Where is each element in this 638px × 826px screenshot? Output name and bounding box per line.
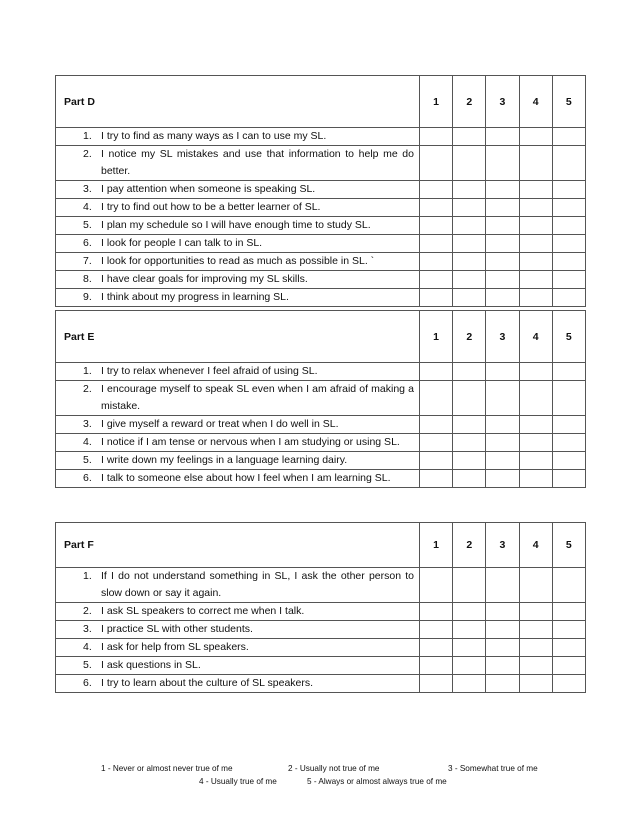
question-row bbox=[56, 568, 586, 603]
rating-cell[interactable] bbox=[552, 289, 585, 307]
rating-cell[interactable] bbox=[420, 452, 453, 470]
rating-cell[interactable] bbox=[453, 603, 486, 621]
rating-cell[interactable] bbox=[519, 434, 552, 452]
rating-cell[interactable] bbox=[552, 363, 585, 381]
scale-header-2: 2 bbox=[453, 76, 486, 128]
rating-cell[interactable] bbox=[486, 416, 519, 434]
rating-cell[interactable] bbox=[519, 289, 552, 307]
rating-cell[interactable] bbox=[420, 199, 453, 217]
rating-cell[interactable] bbox=[420, 381, 453, 416]
question-text: 1. I try to find as many ways as I can to use my SL. bbox=[83, 130, 327, 142]
rating-cell[interactable] bbox=[420, 639, 453, 657]
rating-cell[interactable] bbox=[486, 568, 519, 603]
scale-header-2: 2 bbox=[453, 523, 486, 568]
question-row bbox=[56, 289, 586, 307]
rating-cell[interactable] bbox=[453, 271, 486, 289]
question-text: 2. I notice my SL mistakes and use that information to help me do better. bbox=[83, 148, 414, 177]
rating-cell[interactable] bbox=[552, 621, 585, 639]
rating-cell[interactable] bbox=[552, 235, 585, 253]
rating-cell[interactable] bbox=[420, 235, 453, 253]
rating-cell[interactable] bbox=[420, 181, 453, 199]
rating-cell[interactable] bbox=[420, 289, 453, 307]
rating-cell[interactable] bbox=[453, 181, 486, 199]
rating-cell[interactable] bbox=[552, 199, 585, 217]
part-e-title: Part E bbox=[56, 311, 420, 363]
rating-cell[interactable] bbox=[519, 128, 552, 146]
question-text: 5. I ask questions in SL. bbox=[83, 659, 201, 671]
rating-cell[interactable] bbox=[552, 253, 585, 271]
rating-cell[interactable] bbox=[453, 253, 486, 271]
rating-cell[interactable] bbox=[552, 603, 585, 621]
rating-cell[interactable] bbox=[519, 271, 552, 289]
scale-header-5: 5 bbox=[552, 76, 585, 128]
part-f-table bbox=[55, 522, 586, 693]
rating-cell[interactable] bbox=[453, 416, 486, 434]
rating-cell[interactable] bbox=[420, 568, 453, 603]
rating-cell[interactable] bbox=[486, 675, 519, 693]
rating-cell[interactable] bbox=[486, 289, 519, 307]
question-row bbox=[56, 621, 586, 639]
rating-cell[interactable] bbox=[552, 181, 585, 199]
scale-header-1: 1 bbox=[420, 311, 453, 363]
rating-cell[interactable] bbox=[519, 146, 552, 181]
question-text: 6. I look for people I can talk to in SL. bbox=[83, 237, 263, 249]
rating-cell[interactable] bbox=[552, 639, 585, 657]
part-e-table bbox=[55, 310, 586, 488]
question-text: 9. I think about my progress in learning SL. bbox=[83, 291, 289, 303]
question-row bbox=[56, 363, 586, 381]
rating-cell[interactable] bbox=[519, 568, 552, 603]
question-text: 4. I notice if I am tense or nervous when I am studying or using SL. bbox=[83, 436, 400, 448]
rating-cell[interactable] bbox=[519, 381, 552, 416]
rating-cell[interactable] bbox=[552, 271, 585, 289]
rating-cell[interactable] bbox=[486, 253, 519, 271]
scale-header-4: 4 bbox=[519, 523, 552, 568]
scale-header-1: 1 bbox=[420, 76, 453, 128]
question-row bbox=[56, 434, 586, 452]
rating-cell[interactable] bbox=[420, 217, 453, 235]
question-row bbox=[56, 199, 586, 217]
rating-cell[interactable] bbox=[420, 363, 453, 381]
question-row bbox=[56, 381, 586, 416]
question-text: 6. I talk to someone else about how I feel when I am learning SL. bbox=[83, 472, 391, 484]
legend-2: 2 - Usually not true of me bbox=[288, 764, 380, 773]
rating-cell[interactable] bbox=[552, 434, 585, 452]
question-row bbox=[56, 452, 586, 470]
rating-cell[interactable] bbox=[453, 639, 486, 657]
part-d-table bbox=[55, 75, 586, 307]
question-row bbox=[56, 416, 586, 434]
question-text: 5. I write down my feelings in a language learning dairy. bbox=[83, 454, 348, 466]
rating-cell[interactable] bbox=[453, 568, 486, 603]
rating-cell[interactable] bbox=[552, 416, 585, 434]
question-row bbox=[56, 675, 586, 693]
rating-cell[interactable] bbox=[486, 381, 519, 416]
rating-cell[interactable] bbox=[453, 452, 486, 470]
rating-cell[interactable] bbox=[519, 253, 552, 271]
rating-cell[interactable] bbox=[453, 434, 486, 452]
rating-cell[interactable] bbox=[519, 470, 552, 488]
question-text: 2. I ask SL speakers to correct me when I talk. bbox=[83, 605, 305, 617]
rating-cell[interactable] bbox=[453, 128, 486, 146]
rating-cell[interactable] bbox=[486, 363, 519, 381]
scale-header-4: 4 bbox=[519, 76, 552, 128]
question-text: 7. I look for opportunities to read as much as possible in SL. ` bbox=[83, 255, 375, 267]
scale-header-3: 3 bbox=[486, 76, 519, 128]
legend-4: 4 - Usually true of me bbox=[199, 777, 277, 786]
rating-cell[interactable] bbox=[552, 381, 585, 416]
question-row bbox=[56, 639, 586, 657]
rating-cell[interactable] bbox=[486, 452, 519, 470]
rating-cell[interactable] bbox=[420, 271, 453, 289]
scale-header-5: 5 bbox=[552, 523, 585, 568]
rating-cell[interactable] bbox=[486, 434, 519, 452]
rating-cell[interactable] bbox=[552, 217, 585, 235]
question-text: 8. I have clear goals for improving my SL skills. bbox=[83, 273, 308, 285]
legend-5: 5 - Always or almost always true of me bbox=[307, 777, 447, 786]
question-text: 6. I try to learn about the culture of SL speakers. bbox=[83, 677, 314, 689]
rating-cell[interactable] bbox=[486, 181, 519, 199]
rating-cell[interactable] bbox=[486, 146, 519, 181]
rating-cell[interactable] bbox=[519, 657, 552, 675]
rating-cell[interactable] bbox=[420, 434, 453, 452]
rating-cell[interactable] bbox=[420, 416, 453, 434]
rating-cell[interactable] bbox=[552, 128, 585, 146]
rating-cell[interactable] bbox=[486, 603, 519, 621]
scale-header-1: 1 bbox=[420, 523, 453, 568]
rating-cell[interactable] bbox=[552, 452, 585, 470]
rating-cell[interactable] bbox=[519, 363, 552, 381]
rating-cell[interactable] bbox=[519, 235, 552, 253]
rating-cell[interactable] bbox=[552, 146, 585, 181]
rating-cell[interactable] bbox=[420, 657, 453, 675]
question-row bbox=[56, 657, 586, 675]
rating-cell[interactable] bbox=[486, 235, 519, 253]
question-row bbox=[56, 217, 586, 235]
rating-cell[interactable] bbox=[552, 657, 585, 675]
rating-cell[interactable] bbox=[420, 253, 453, 271]
question-text: 2. I encourage myself to speak SL even when I am afraid of making a mistake. bbox=[83, 383, 414, 412]
question-text: 4. I try to find out how to be a better learner of SL. bbox=[83, 201, 321, 213]
scale-header-2: 2 bbox=[453, 311, 486, 363]
rating-cell[interactable] bbox=[420, 128, 453, 146]
question-text: 3. I pay attention when someone is speaking SL. bbox=[83, 183, 316, 195]
rating-cell[interactable] bbox=[552, 675, 585, 693]
rating-cell[interactable] bbox=[453, 146, 486, 181]
rating-cell[interactable] bbox=[453, 657, 486, 675]
question-row bbox=[56, 271, 586, 289]
question-text: 5. I plan my schedule so I will have enough time to study SL. bbox=[83, 219, 371, 231]
question-text: 4. I ask for help from SL speakers. bbox=[83, 641, 249, 653]
rating-cell[interactable] bbox=[453, 289, 486, 307]
rating-cell[interactable] bbox=[486, 639, 519, 657]
question-row bbox=[56, 253, 586, 271]
rating-cell[interactable] bbox=[519, 675, 552, 693]
rating-cell[interactable] bbox=[453, 470, 486, 488]
rating-cell[interactable] bbox=[453, 381, 486, 416]
rating-cell[interactable] bbox=[519, 452, 552, 470]
rating-cell[interactable] bbox=[486, 657, 519, 675]
question-text: 1. If I do not understand something in SL, I ask the other person to slow down or say it again. bbox=[83, 570, 414, 599]
rating-cell[interactable] bbox=[420, 603, 453, 621]
rating-cell[interactable] bbox=[420, 675, 453, 693]
legend-1: 1 - Never or almost never true of me bbox=[101, 764, 233, 773]
rating-cell[interactable] bbox=[453, 199, 486, 217]
rating-cell[interactable] bbox=[486, 621, 519, 639]
rating-cell[interactable] bbox=[486, 199, 519, 217]
rating-cell[interactable] bbox=[420, 470, 453, 488]
legend-3: 3 - Somewhat true of me bbox=[448, 764, 538, 773]
scale-header-5: 5 bbox=[552, 311, 585, 363]
rating-cell[interactable] bbox=[519, 217, 552, 235]
rating-cell[interactable] bbox=[453, 363, 486, 381]
rating-cell[interactable] bbox=[453, 621, 486, 639]
rating-cell[interactable] bbox=[519, 199, 552, 217]
rating-cell[interactable] bbox=[552, 568, 585, 603]
rating-cell[interactable] bbox=[486, 128, 519, 146]
question-row bbox=[56, 181, 586, 199]
rating-cell[interactable] bbox=[453, 675, 486, 693]
part-d-title: Part D bbox=[56, 76, 420, 128]
rating-cell[interactable] bbox=[453, 217, 486, 235]
question-text: 3. I practice SL with other students. bbox=[83, 623, 253, 635]
rating-cell[interactable] bbox=[486, 271, 519, 289]
scale-header-3: 3 bbox=[486, 311, 519, 363]
rating-cell[interactable] bbox=[519, 603, 552, 621]
question-row bbox=[56, 470, 586, 488]
rating-cell[interactable] bbox=[519, 181, 552, 199]
rating-cell[interactable] bbox=[420, 146, 453, 181]
part-f-title: Part F bbox=[56, 523, 420, 568]
scale-header-4: 4 bbox=[519, 311, 552, 363]
question-row bbox=[56, 128, 586, 146]
rating-cell[interactable] bbox=[519, 639, 552, 657]
question-row bbox=[56, 146, 586, 181]
question-text: 3. I give myself a reward or treat when I do well in SL. bbox=[83, 418, 339, 430]
rating-cell[interactable] bbox=[453, 235, 486, 253]
rating-cell[interactable] bbox=[486, 470, 519, 488]
rating-cell[interactable] bbox=[420, 621, 453, 639]
question-row bbox=[56, 235, 586, 253]
rating-cell[interactable] bbox=[486, 217, 519, 235]
rating-cell[interactable] bbox=[552, 470, 585, 488]
question-row bbox=[56, 603, 586, 621]
question-text: 1. I try to relax whenever I feel afraid of using SL. bbox=[83, 365, 318, 377]
rating-cell[interactable] bbox=[519, 416, 552, 434]
rating-cell[interactable] bbox=[519, 621, 552, 639]
scale-header-3: 3 bbox=[486, 523, 519, 568]
